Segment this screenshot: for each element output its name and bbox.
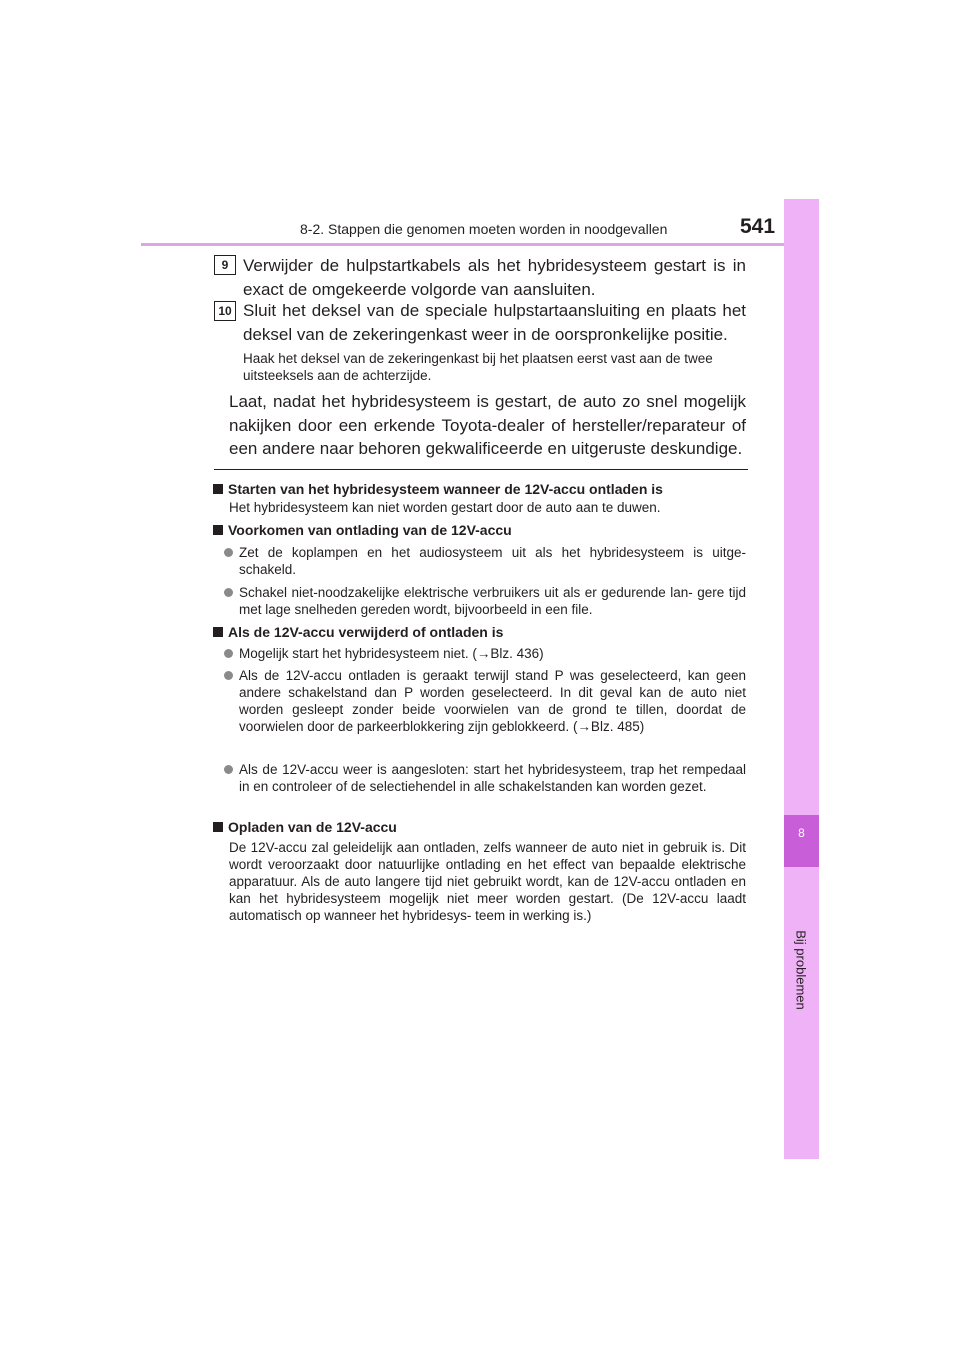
square-bullet-icon — [213, 822, 223, 832]
chapter-number-block — [784, 815, 819, 867]
step-10-badge: 10 — [214, 301, 236, 321]
circle-bullet-icon — [224, 649, 233, 658]
header-divider — [141, 243, 818, 246]
step-9-text: Verwijder de hulpstartkabels als het hybridesysteem gestart is in exact de omgekeerde volgorde van aansluiten. — [243, 256, 746, 299]
circle-bullet-icon — [224, 671, 233, 680]
square-bullet-icon — [213, 525, 223, 535]
chapter-label: Bij problemen — [793, 930, 809, 1010]
page-number: 541 — [740, 215, 776, 238]
square-bullet-icon — [213, 484, 223, 494]
circle-bullet-icon — [224, 765, 233, 774]
section-heading-prevent-discharge: Voorkomen van ontlading van de 12V-accu — [213, 521, 512, 539]
section-heading-charging: Opladen van de 12V-accu — [213, 818, 397, 836]
section-heading-removed-discharged: Als de 12V-accu verwijderd of ontladen is — [213, 623, 503, 641]
list-item: Mogelijk start het hybridesysteem niet. (→Blz. 436) — [224, 645, 746, 662]
header-section-title: 8-2. Stappen die genomen moeten worden in noodgevallen — [300, 221, 668, 237]
circle-bullet-icon — [224, 588, 233, 597]
list-item: Als de 12V-accu weer is aangesloten: start het hybridesysteem, trap het rempedaal in en controleer of de selectiehendel in alle schakelstanden kan worden gezet. — [224, 761, 746, 795]
step-10-note: Haak het deksel van de zekeringenkast bij het plaatsen eerst vast aan de twee uitsteeksels aan de achterzijde. — [243, 351, 713, 383]
section-heading-starting: Starten van het hybridesysteem wanneer de 12V-accu ontladen is — [213, 480, 663, 498]
list-item: Schakel niet-noodzakelijke elektrische verbruikers uit als er gedurende lan- gere tijd met lage snelheden gereden wordt, bijvoorbeeld in een file. — [224, 584, 746, 618]
step-9-badge: 9 — [214, 255, 236, 275]
closing-paragraph: Laat, nadat het hybridesysteem is gestart, de auto zo snel mogelijk nakijken door een erkende Toyota-dealer of hersteller/reparateur of een andere naar behoren gekwalificeerde en uitgeruste deskundige. — [229, 392, 746, 458]
list-item: Zet de koplampen en het audiosysteem uit als het hybridesysteem is uitge- schakeld. — [224, 544, 746, 578]
chapter-number: 8 — [798, 826, 805, 840]
section-body-charging: De 12V-accu zal geleidelijk aan ontladen, zelfs wanneer de auto niet in gebruik is. Dit wordt veroorzaakt door natuurlijke ontlading en het effect van bepaalde elektrische apparatuur. Als de auto langere tijd niet gebruikt wordt, kan de 12V-accu ontladen en kan het hybridesysteem mogelijk niet meer worden gestart. (De 12V-accu laadt automatisch op wanneer het hybridesys- teem in werking is.) — [229, 840, 746, 923]
circle-bullet-icon — [224, 548, 233, 557]
chapter-side-tab — [784, 199, 819, 1159]
list-item: Als de 12V-accu ontladen is geraakt terwijl stand P was geselecteerd, kan geen andere schakelstand dan P worden geselecteerd. In dit geval kan de auto niet worden gesleept zonder beide voorwielen van de grond te tillen, doordat de voorwielen door de parkeerblokkering zijn geblokkeerd. (→Blz. 485) — [224, 667, 746, 735]
step-10-text: Sluit het deksel van de speciale hulpstartaansluiting en plaats het deksel van de zekeringenkast weer in de oorspronkelijke positie. — [243, 301, 746, 344]
section-body-starting: Het hybridesysteem kan niet worden gestart door de auto aan te duwen. — [229, 500, 661, 515]
section-divider — [214, 469, 748, 470]
square-bullet-icon — [213, 627, 223, 637]
